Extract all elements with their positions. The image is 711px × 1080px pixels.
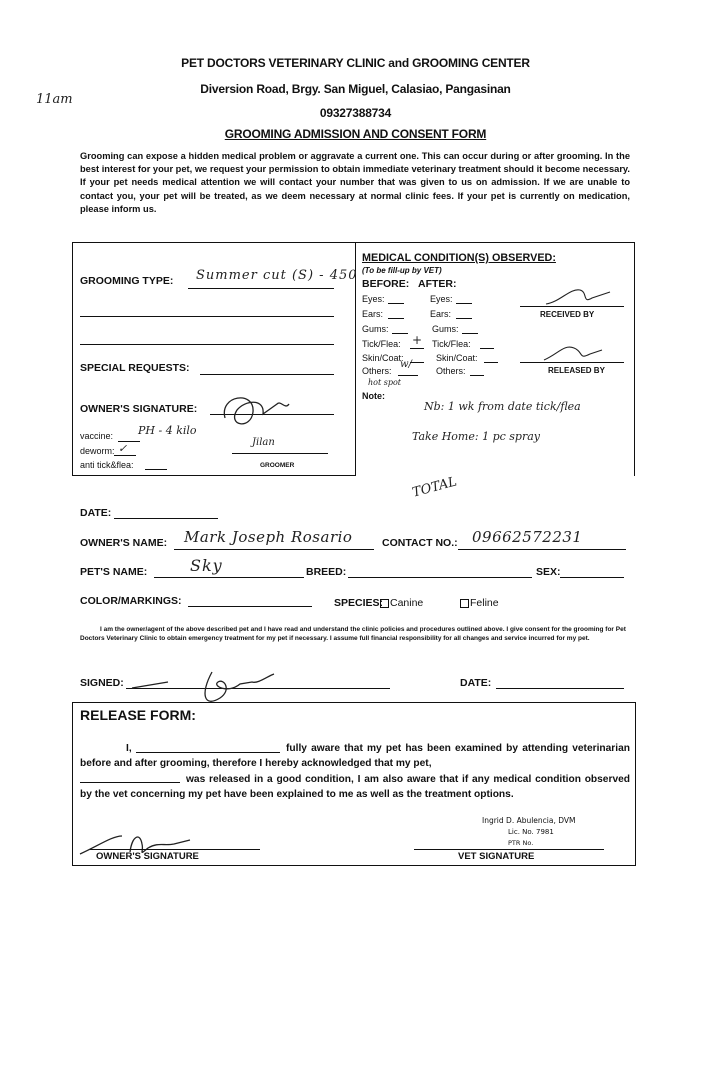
release-form-title: RELEASE FORM:	[80, 707, 196, 723]
vet-lic-no: Lic. No. 7981	[508, 828, 554, 836]
gums-after-label: Gums:	[432, 324, 459, 334]
deworm-label: deworm:	[80, 446, 115, 456]
vaccine-value: PH - 4 kilo	[138, 424, 197, 437]
sex-label: SEX:	[536, 566, 561, 578]
feline-label: Feline	[470, 597, 499, 609]
ears-before-label: Ears:	[362, 309, 384, 319]
margin-note: 11am	[36, 92, 73, 107]
date-label: DATE:	[80, 507, 112, 519]
owner-signature-scribble	[215, 390, 295, 435]
others-before-value: w/	[400, 359, 412, 370]
form-title: GROOMING ADMISSION AND CONSENT FORM	[224, 127, 487, 141]
deworm-value: ✓	[118, 442, 128, 455]
tick-before-value: +	[412, 333, 423, 347]
medical-subtitle: (To be fill-up by VET)	[362, 266, 442, 275]
pets-name-value: Sky	[190, 556, 223, 575]
grooming-line-3	[80, 344, 334, 345]
canine-label: Canine	[390, 597, 424, 609]
owners-name-label: OWNER'S NAME:	[80, 537, 168, 549]
species-label: SPECIES:	[334, 597, 384, 609]
stamp-scribble: TOTAL	[410, 474, 459, 501]
clinic-phone: 09327388734	[319, 106, 392, 120]
others-note: hot spot	[368, 378, 401, 387]
before-label: BEFORE:	[362, 278, 410, 290]
release-text-part1: fully aware that my pet has been examined by attending veterinarian before and after grooming, therefore I hereby acknowledged that my pet,	[80, 743, 630, 770]
canine-checkbox[interactable]	[380, 599, 389, 608]
pets-name-label: PET'S NAME:	[80, 566, 148, 578]
grooming-type-label: GROOMING TYPE:	[80, 275, 174, 287]
consent-paragraph: I am the owner/agent of the above described pet and I have read and understand the clinic policies and procedures outlined above. I give consent for the grooming for Pet Doctors Veterinary Clinic to obtain emergency treatment for my pet if necessary. I assume full financial responsibility for all changes and service incurred for my pet.	[80, 626, 626, 642]
note-line-1: Nb: 1 wk from date tick/flea	[424, 400, 581, 413]
feline-checkbox[interactable]	[460, 599, 469, 608]
groomer-value: Jilan	[252, 437, 275, 448]
medical-title: MEDICAL CONDITION(S) OBSERVED:	[362, 252, 556, 264]
vaccine-label: vaccine:	[80, 431, 114, 441]
after-label: AFTER:	[418, 278, 457, 290]
release-text-part2: was released in a good condition, I am also aware that if any medical condition observed by the vet concerning my pet have been explained to me as well as the treatment options.	[80, 774, 630, 801]
eyes-before-label: Eyes:	[362, 294, 385, 304]
color-markings-label: COLOR/MARKINGS:	[80, 595, 182, 607]
intro-paragraph: Grooming can expose a hidden medical problem or aggravate a current one. This can occur during or after grooming. In the best interest for your pet, we request your permission to obtain immediate veterinary treatment should it become necessary. If your pet needs medical attention we will contact your number that was given to us on admission. If we are unable to contact you, your pet will be treated, as we deem necessary at normal clinic fees. If your pet is currently on medication, please inform us.	[80, 151, 630, 214]
vet-name: Ingrid D. Abulencia, DVM	[482, 816, 576, 825]
groomer-label: GROOMER	[260, 462, 295, 469]
others-before-label: Others:	[362, 366, 392, 376]
eyes-after-label: Eyes:	[430, 294, 453, 304]
vet-ptr-no: PTR No.	[508, 839, 534, 847]
grooming-line-2	[80, 316, 334, 317]
note-label: Note:	[362, 391, 385, 401]
anti-tick-label: anti tick&flea:	[80, 460, 134, 470]
clinic-name: PET DOCTORS VETERINARY CLINIC and GROOMING CENTER	[181, 56, 530, 70]
note-line-2: Take Home: 1 pc spray	[412, 430, 540, 443]
tick-after-label: Tick/Flea:	[432, 339, 471, 349]
others-after-label: Others:	[436, 366, 466, 376]
clinic-address: Diversion Road, Brgy. San Miguel, Calasiao, Pangasinan	[200, 82, 511, 96]
tick-before-label: Tick/Flea:	[362, 339, 401, 349]
ears-after-label: Ears:	[430, 309, 452, 319]
released-by-label: RELEASED BY	[548, 366, 605, 375]
contact-label: CONTACT NO.:	[382, 537, 458, 549]
breed-label: BREED:	[306, 566, 347, 578]
grooming-type-value: Summer cut (S) - 450	[196, 268, 358, 283]
owner-signature-label: OWNER'S SIGNATURE:	[80, 403, 198, 415]
contact-value: 09662572231	[472, 528, 583, 546]
received-by-signature	[540, 282, 620, 312]
skin-before-label: Skin/Coat:	[362, 353, 404, 363]
owner-signature-release-label: OWNER'S SIGNATURE	[96, 851, 199, 862]
release-text-i: I,	[126, 743, 132, 754]
signed-label: SIGNED:	[80, 677, 124, 689]
special-requests-label: SPECIAL REQUESTS:	[80, 362, 190, 374]
signed-date-label: DATE:	[460, 677, 492, 689]
vet-signature-label: VET SIGNATURE	[458, 851, 535, 862]
received-by-label: RECEIVED BY	[540, 310, 595, 319]
owners-name-value: Mark Joseph Rosario	[184, 528, 353, 546]
skin-after-label: Skin/Coat:	[436, 353, 478, 363]
gums-before-label: Gums:	[362, 324, 389, 334]
